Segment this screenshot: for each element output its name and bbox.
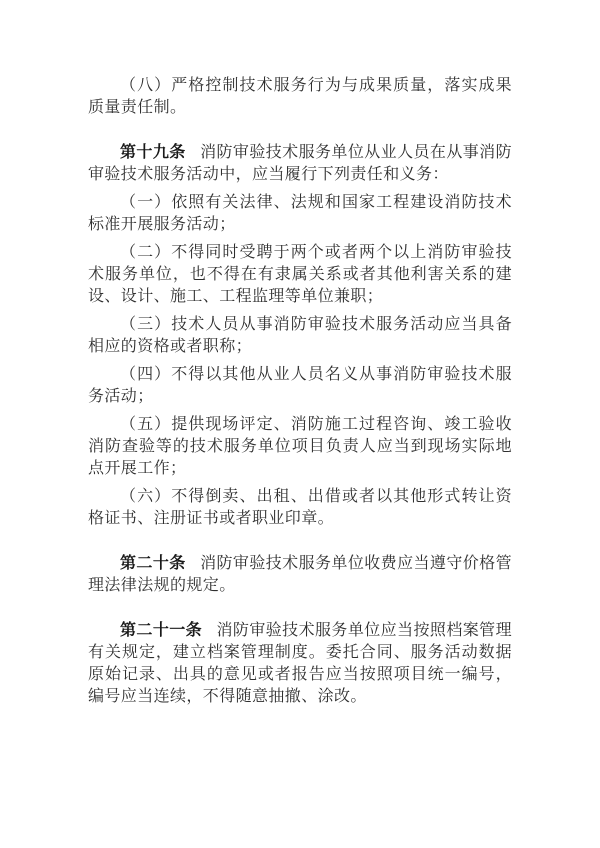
article-number: 第十九条 [120, 144, 186, 161]
article-number: 第二十条 [120, 555, 186, 572]
list-item-paragraph: （四）不得以其他从业人员名义从事消防审验技术服务活动； [88, 366, 512, 405]
list-item-paragraph: （五）提供现场评定、消防施工过程咨询、竣工验收消防查验等的技术服务单位项目负责人应当到现场实际地点开展工作； [88, 416, 512, 477]
list-item-paragraph: （八）严格控制技术服务行为与成果质量，落实成果质量责任制。 [88, 77, 512, 116]
article-paragraph: 第二十一条 消防审验技术服务单位应当按照档案管理有关规定，建立档案管理制度。委托合同、服务活动数据原始记录、出具的意见或者报告应当按照项目统一编号，编号应当连续，不得随意抽撤、涂改。 [88, 622, 512, 705]
list-item-paragraph: （一）依照有关法律、法规和国家工程建设消防技术标准开展服务活动； [88, 194, 512, 233]
list-item-paragraph: （二）不得同时受聘于两个或者两个以上消防审验技术服务单位，也不得在有隶属关系或者其他利害关系的建设、设计、施工、工程监理等单位兼职； [88, 244, 512, 305]
article-paragraph: 第二十条 消防审验技术服务单位收费应当遵守价格管理法律法规的规定。 [88, 555, 512, 594]
article-number: 第二十一条 [120, 622, 203, 639]
document-body [88, 75, 512, 708]
list-item-paragraph: （三）技术人员从事消防审验技术服务活动应当具备相应的资格或者职称； [88, 316, 512, 355]
list-item-paragraph: （六）不得倒卖、出租、出借或者以其他形式转让资格证书、注册证书或者职业印章。 [88, 488, 512, 527]
article-paragraph: 第十九条 消防审验技术服务单位从业人员在从事消防审验技术服务活动中，应当履行下列责任和义务： [88, 144, 512, 183]
